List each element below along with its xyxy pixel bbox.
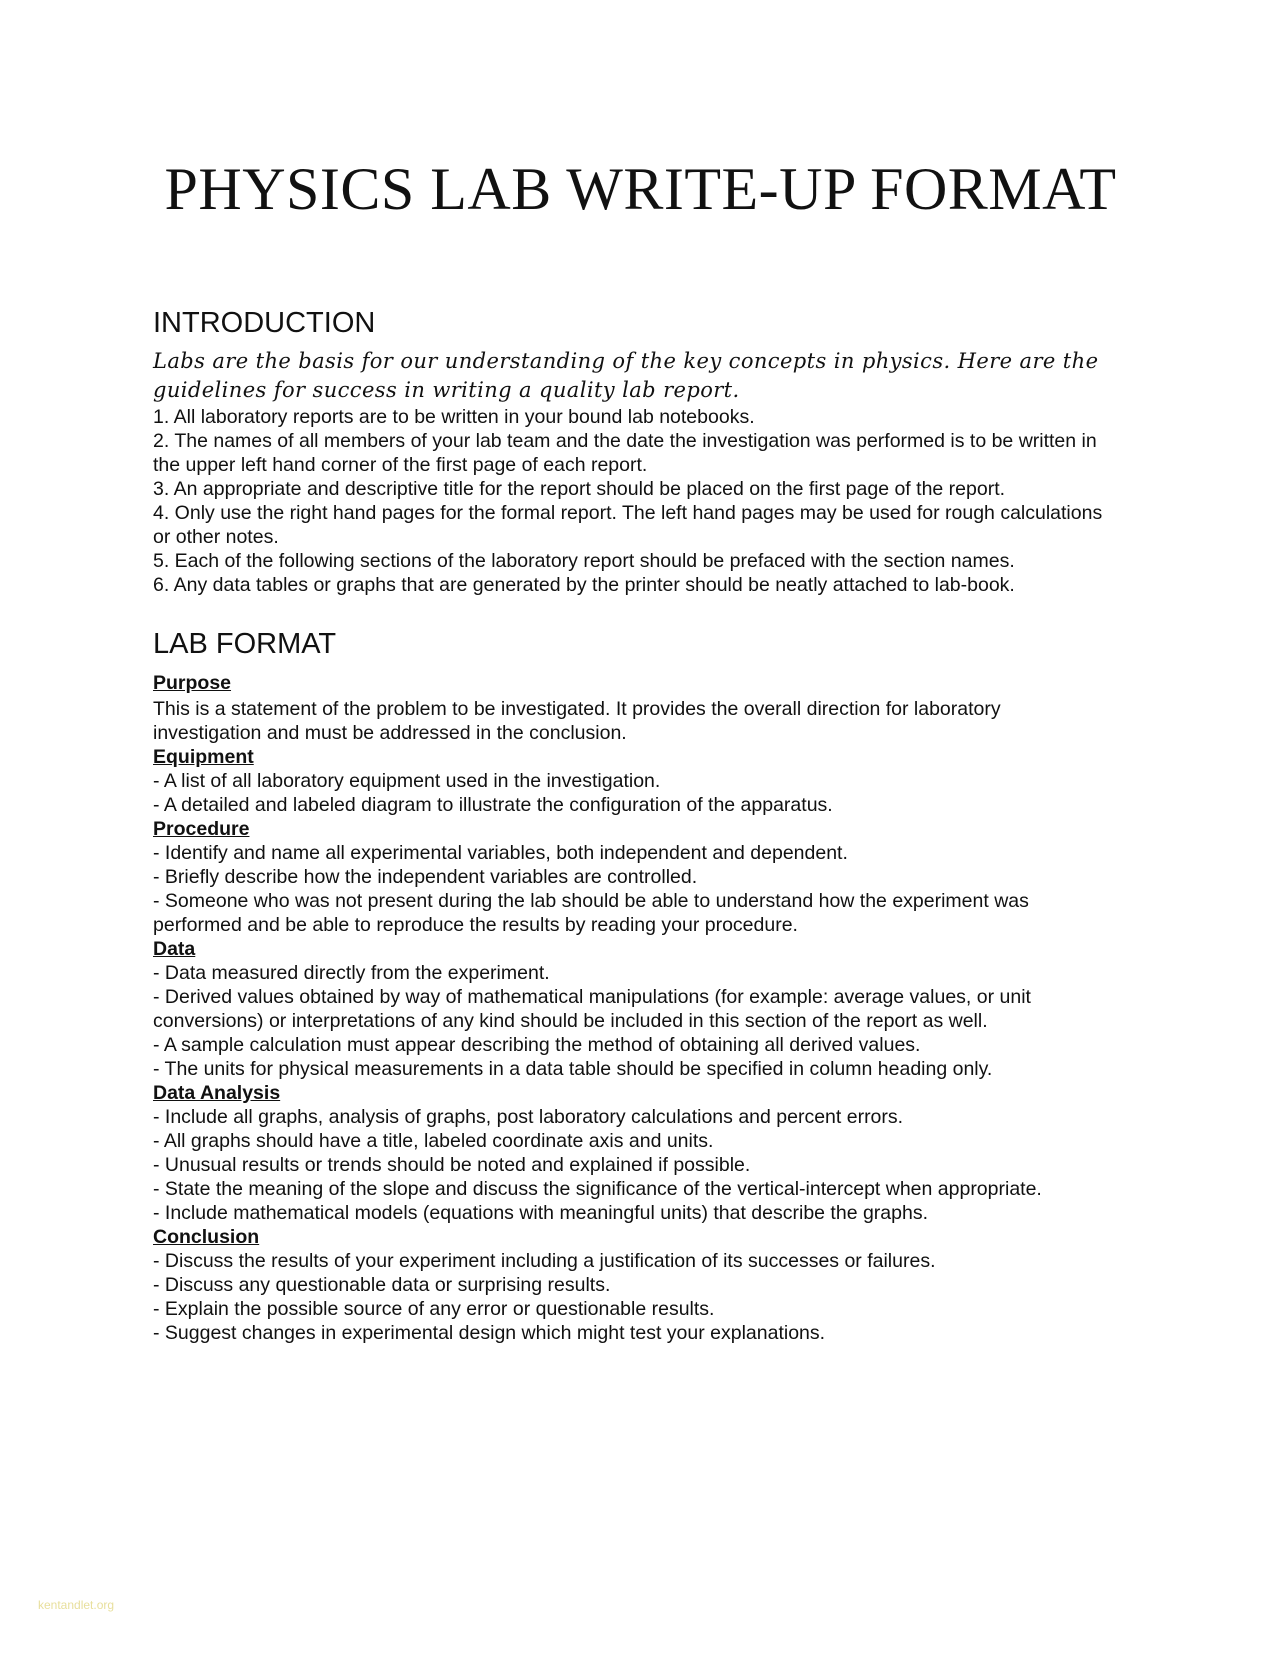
section-data: [153, 937, 1113, 1081]
section-line: - Unusual results or trends should be noted and explained if possible.: [153, 1154, 751, 1176]
section-heading-equipment: Equipment: [153, 746, 254, 768]
section-heading-conclusion: Conclusion: [153, 1226, 260, 1248]
section-line: - Briefly describe how the independent variables are controlled.: [153, 866, 698, 888]
guideline-item: 4. Only use the right hand pages for the formal report. The left hand pages may be used for rough calculations or other notes.: [153, 502, 1103, 548]
section-line: - A detailed and labeled diagram to illustrate the configuration of the apparatus.: [153, 794, 833, 816]
section-line: - Discuss the results of your experiment including a justification of its successes or failures.: [153, 1250, 936, 1272]
watermark: kentandlet.org: [38, 1598, 115, 1612]
section-line: - Include all graphs, analysis of graphs, post laboratory calculations and percent errors.: [153, 1106, 904, 1128]
guideline-item: 6. Any data tables or graphs that are generated by the printer should be neatly attached to lab-book.: [153, 574, 1015, 596]
section-line: - The units for physical measurements in a data table should be specified in column heading only.: [153, 1058, 993, 1080]
section-line: - Someone who was not present during the lab should be able to understand how the experiment was performed and be able to reproduce the results by reading your procedure.: [153, 890, 1029, 936]
section-line: - Derived values obtained by way of mathematical manipulations (for example: average values, or unit conversions) or interpretations of any kind should be included in this section of the report as well.: [153, 986, 1031, 1032]
section-line: - All graphs should have a title, labeled coordinate axis and units.: [153, 1130, 714, 1152]
document-body: [153, 305, 1113, 1345]
section-heading-data: Data: [153, 938, 196, 960]
guideline-item: 3. An appropriate and descriptive title for the report should be placed on the first page of the report.: [153, 478, 1006, 500]
section-heading-procedure: Procedure: [153, 818, 250, 840]
section-conclusion: [153, 1225, 1113, 1345]
page-title: PHYSICS LAB WRITE-UP FORMAT: [164, 156, 1117, 222]
section-line: - State the meaning of the slope and discuss the significance of the vertical-intercept when appropriate.: [153, 1178, 1042, 1200]
section-line: - A list of all laboratory equipment used in the investigation.: [153, 770, 661, 792]
section-line: - Explain the possible source of any error or questionable results.: [153, 1298, 715, 1320]
section-purpose: [153, 671, 1113, 745]
guidelines-list: [153, 405, 1113, 597]
section-line: - Identify and name all experimental variables, both independent and dependent.: [153, 842, 848, 864]
section-line: - Include mathematical models (equations with meaningful units) that describe the graphs.: [153, 1202, 928, 1224]
section-data-analysis: [153, 1081, 1113, 1225]
section-line: - A sample calculation must appear describing the method of obtaining all derived values.: [153, 1034, 921, 1056]
lab-format-heading: LAB FORMAT: [153, 628, 337, 660]
section-line: - Data measured directly from the experiment.: [153, 962, 550, 984]
section-line: This is a statement of the problem to be investigated. It provides the overall direction for laboratory investigation and must be addressed in the conclusion.: [153, 698, 1001, 744]
guideline-item: 2. The names of all members of your lab team and the date the investigation was performed is to be written in the upper left hand corner of the first page of each report.: [153, 430, 1097, 476]
section-heading-data-analysis: Data Analysis: [153, 1082, 281, 1104]
guideline-item: 1. All laboratory reports are to be written in your bound lab notebooks.: [153, 406, 755, 428]
section-line: - Suggest changes in experimental design which might test your explanations.: [153, 1322, 826, 1344]
guideline-item: 5. Each of the following sections of the laboratory report should be prefaced with the section names.: [153, 550, 1015, 572]
introduction-heading: INTRODUCTION: [153, 307, 376, 339]
section-line: - Discuss any questionable data or surprising results.: [153, 1274, 611, 1296]
introduction-text: Labs are the basis for our understanding of the key concepts in physics. Here are the guidelines for success in writing a quality lab report.: [153, 349, 1099, 402]
section-heading-purpose: Purpose: [153, 672, 232, 694]
section-procedure: [153, 817, 1113, 937]
section-equipment: [153, 745, 1113, 817]
